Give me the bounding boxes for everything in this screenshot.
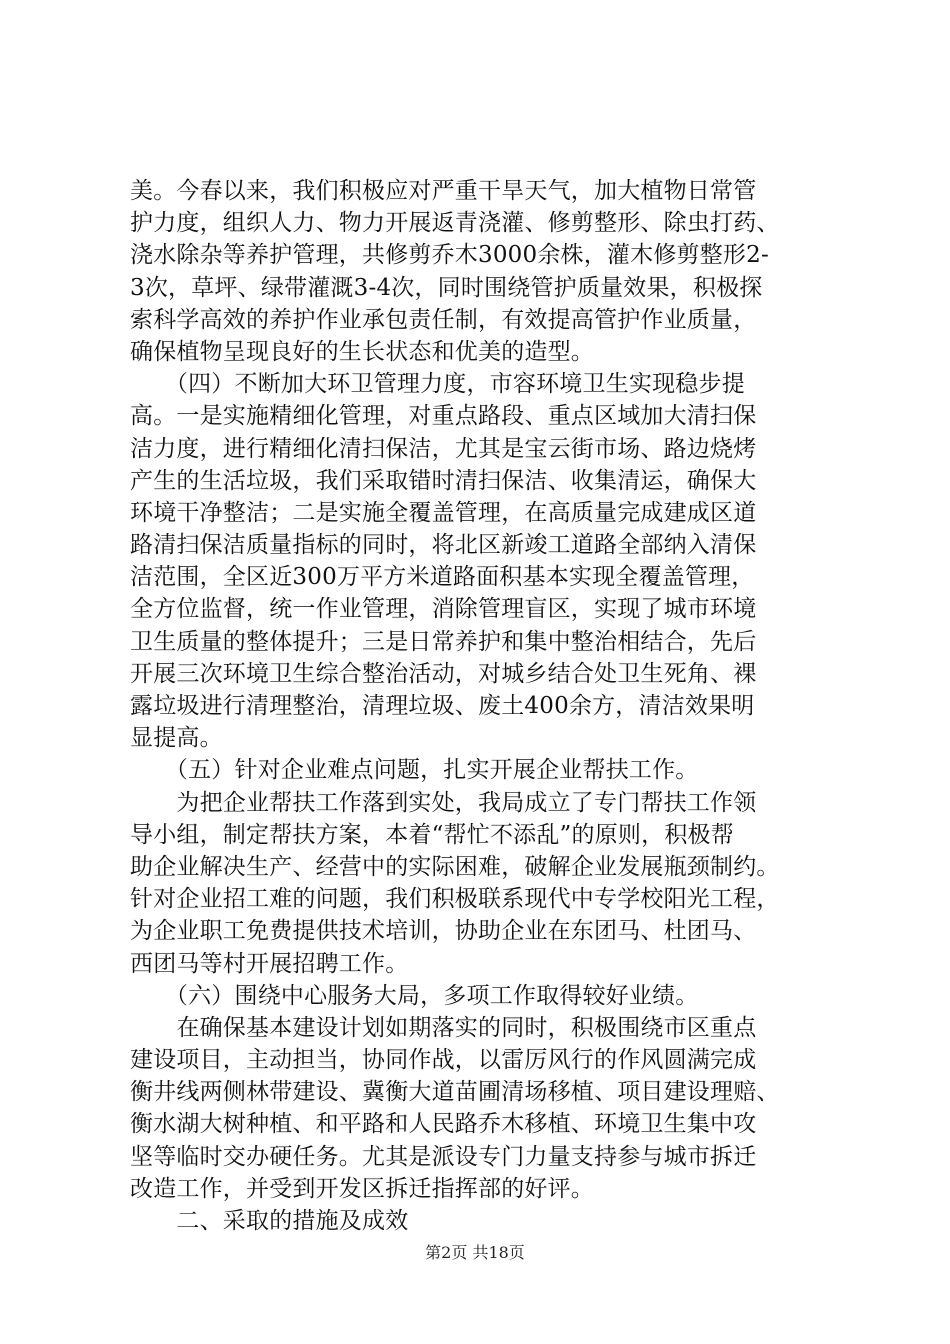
text-line: 索科学高效的养护作业承包责任制，有效提高管护作业质量，: [130, 306, 757, 333]
text-line: 为企业职工免费提供技术培训，协助企业在东团马、杜团马、: [130, 918, 757, 945]
text-line: 西团马等村开展招聘工作。: [130, 950, 409, 977]
text-line: 二、采取的措施及成效: [130, 1208, 409, 1234]
text-line: （四）不断加大环卫管理力度，市容环境卫生实现稳步提: [130, 371, 745, 398]
text-line: 助企业解决生产、经营中的实际困难，破解企业发展瓶颈制约。: [130, 853, 780, 880]
text-line: 在确保基本建设计划如期落实的同时，积极围绕市区重点: [130, 1014, 757, 1041]
text-line: 产生的生活垃圾，我们采取错时清扫保洁、收集清运，确保大: [130, 467, 757, 494]
text-line: 洁范围，全区近300万平方米道路面积基本实现全覆盖管理，: [130, 564, 755, 591]
text-line: 3次，草坪、绿带灌溉3-4次，同时围绕管护质量效果，积极探: [130, 274, 763, 301]
text-line: 护力度，组织人力、物力开展返青浇灌、修剪整形、除虫打药、: [130, 210, 780, 237]
text-line: 衡井线两侧林带建设、冀衡大道苗圃清场移植、项目建设理赔、: [130, 1079, 780, 1106]
text-line: 改造工作，并受到开发区拆迁指挥部的好评。: [130, 1175, 594, 1202]
text-line: 开展三次环境卫生综合整治活动，对城乡结合处卫生死角、裸: [130, 660, 757, 687]
document-body: [130, 175, 830, 1237]
text-line: 露垃圾进行清理整治，清理垃圾、废土400余方，清洁效果明: [130, 693, 755, 719]
text-line: 针对企业招工难的问题，我们积极联系现代中专学校阳光工程，: [130, 886, 780, 913]
text-line: 浇水除杂等养护管理，共修剪乔木3000余株，灌木修剪整形2-: [130, 242, 769, 269]
text-line: 环境干净整洁；二是实施全覆盖管理，在高质量完成建成区道: [130, 499, 757, 526]
text-line: 为把企业帮扶工作落到实处，我局成立了专门帮扶工作领: [130, 789, 757, 816]
text-line: 导小组，制定帮扶方案，本着“帮忙不添乱”的原则，积极帮: [130, 821, 734, 848]
text-line: 全方位监督，统一作业管理，消除管理盲区，实现了城市环境: [130, 596, 757, 623]
text-line: （六）围绕中心服务大局，多项工作取得较好业绩。: [130, 982, 699, 1009]
text-line: 美。今春以来，我们积极应对严重干旱天气，加大植物日常管: [130, 178, 757, 204]
text-line: 洁力度，进行精细化清扫保洁，尤其是宝云街市场、路边烧烤: [130, 435, 757, 462]
text-line: 坚等临时交办硬任务。尤其是派设专门力量支持参与城市拆迁: [130, 1143, 757, 1170]
page-footer: 第2页 共18页: [425, 1243, 525, 1262]
text-line: 确保植物呈现良好的生长状态和优美的造型。: [130, 338, 594, 365]
text-line: 衡水湖大树种植、和平路和人民路乔木移植、环境卫生集中攻: [130, 1111, 757, 1138]
text-line: 路清扫保洁质量指标的同时，将北区新竣工道路全部纳入清保: [130, 532, 757, 559]
text-line: 高。一是实施精细化管理，对重点路段、重点区域加大清扫保: [130, 403, 757, 430]
text-line: 显提高。: [130, 725, 223, 752]
text-line: 卫生质量的整体提升；三是日常养护和集中整治相结合，先后: [130, 628, 757, 655]
text-line: 建设项目，主动担当，协同作战，以雷厉风行的作风圆满完成: [130, 1047, 757, 1074]
text-line: （五）针对企业难点问题，扎实开展企业帮扶工作。: [130, 757, 699, 784]
